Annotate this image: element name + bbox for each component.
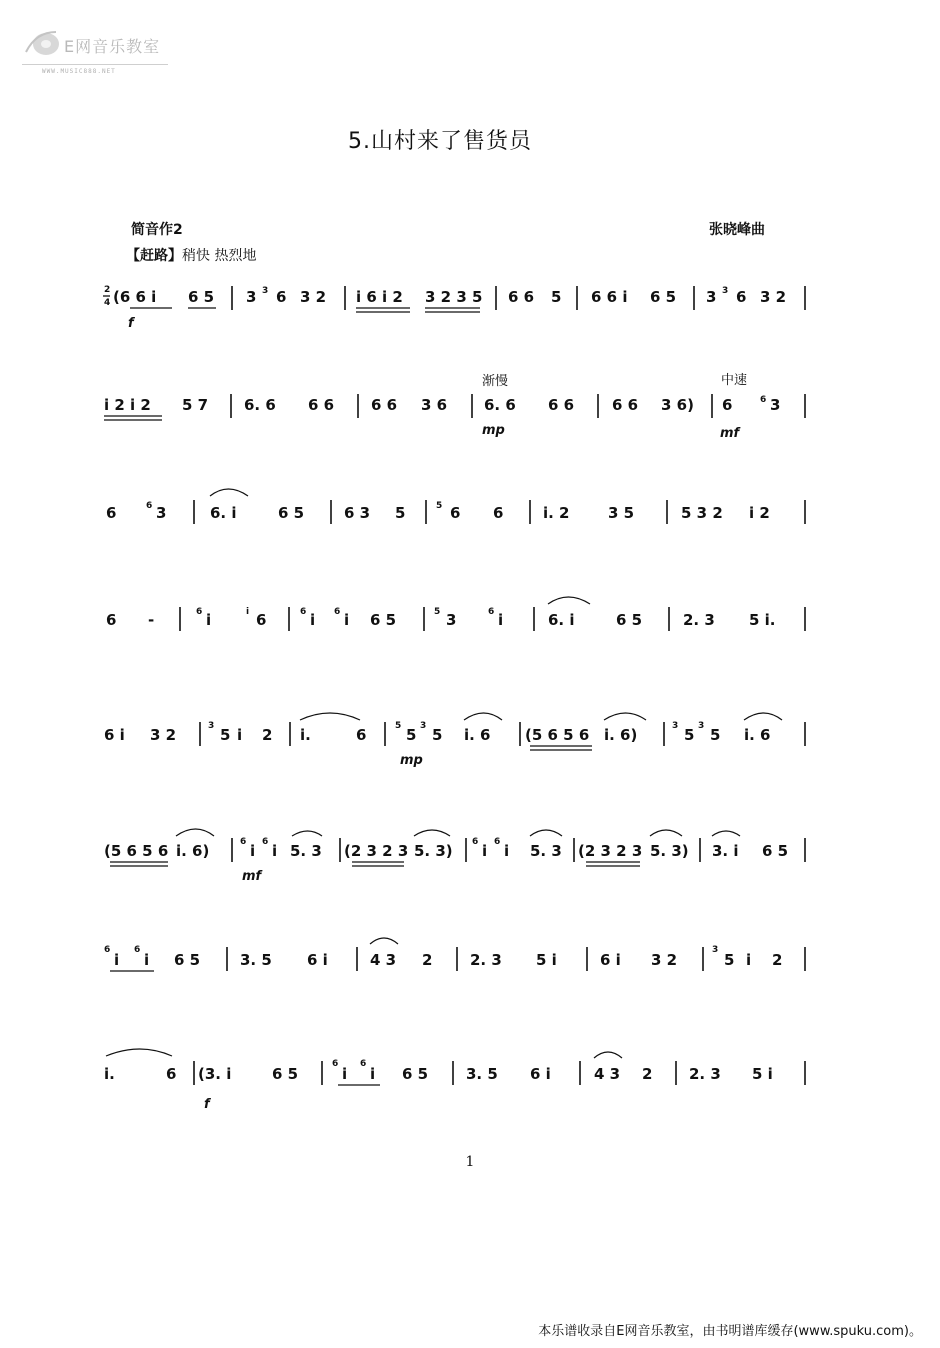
svg-text:3 2 3 5: 3 2 3 5 [425,288,483,306]
svg-text:f: f [204,1097,210,1112]
svg-text:i: i [246,607,250,617]
svg-text:3 2: 3 2 [150,726,177,744]
svg-text:2. 3: 2. 3 [470,951,502,969]
svg-text:5: 5 [436,501,443,511]
svg-text:6: 6 [276,288,287,306]
svg-text:5: 5 [434,607,441,617]
svg-text:6: 6 [106,504,117,522]
svg-text:6 6: 6 6 [371,396,398,414]
svg-text:3: 3 [156,504,167,522]
page-number: 1 [465,1154,475,1170]
svg-text:5: 5 [684,726,695,744]
svg-text:3: 3 [722,286,729,296]
tempo-section-label: 【赶路】 [126,248,182,264]
svg-text:i: i [310,611,316,629]
dynamic-mp: mp [482,423,505,438]
svg-text:i 2 i 2: i 2 i 2 [104,396,151,414]
svg-text:3: 3 [246,288,257,306]
svg-text:6: 6 [240,837,247,847]
svg-text:6 6: 6 6 [308,396,335,414]
svg-text:i. 2: i. 2 [543,504,570,522]
watermark-url: WWW.MUSIC888.NET [42,68,116,75]
svg-text:i: i [237,726,243,744]
svg-text:(5 6 5 6: (5 6 5 6 [104,842,169,860]
svg-text:6 5: 6 5 [278,504,305,522]
svg-text:3. 5: 3. 5 [466,1065,498,1083]
svg-text:(2 3 2 3: (2 3 2 3 [578,842,643,860]
svg-text:2: 2 [422,951,433,969]
svg-text:6 i: 6 i [307,951,328,969]
svg-text:5: 5 [395,504,406,522]
svg-text:-: - [148,611,155,629]
svg-text:6 6: 6 6 [508,288,535,306]
svg-text:i: i [370,1065,376,1083]
svg-text:6: 6 [106,611,117,629]
svg-text:5 3 2: 5 3 2 [681,504,723,522]
score-row-1 [103,285,805,331]
svg-text:2: 2 [772,951,783,969]
svg-text:6 5: 6 5 [174,951,201,969]
svg-text:3. i: 3. i [712,842,739,860]
svg-text:5: 5 [551,288,562,306]
svg-text:5. 3: 5. 3 [530,842,562,860]
svg-text:6 5: 6 5 [762,842,789,860]
svg-text:4 3: 4 3 [370,951,397,969]
svg-text:5 i.: 5 i. [749,611,776,629]
svg-text:6: 6 [166,1065,177,1083]
svg-text:2. 3: 2. 3 [683,611,715,629]
svg-text:5 i: 5 i [536,951,557,969]
tempo-text: 稍快 热烈地 [182,248,257,264]
svg-text:5: 5 [406,726,417,744]
svg-text:5: 5 [724,951,735,969]
svg-text:6 3: 6 3 [344,504,371,522]
svg-text:5. 3): 5. 3) [650,842,689,860]
svg-text:6. 6: 6. 6 [244,396,276,414]
score-row-8 [104,1049,805,1112]
svg-text:6 5: 6 5 [402,1065,429,1083]
svg-text:6 5: 6 5 [616,611,643,629]
svg-text:6: 6 [488,607,495,617]
svg-text:6 5: 6 5 [650,288,677,306]
svg-text:i 6 i 2: i 6 i 2 [356,288,403,306]
svg-text:i: i [144,951,150,969]
svg-text:i. 6): i. 6) [176,842,210,860]
svg-text:6 5: 6 5 [188,288,215,306]
svg-text:6: 6 [262,837,269,847]
footer-source-note: 本乐谱收录自E网音乐教室，由书明谱库缓存(www.spuku.com)。 [538,1324,922,1339]
arranger-label: 简音作2 [131,222,183,238]
svg-text:i: i [482,842,488,860]
svg-text:5 i: 5 i [752,1065,773,1083]
svg-text:i.: i. [300,726,311,744]
svg-text:2: 2 [642,1065,653,1083]
svg-text:i.: i. [104,1065,115,1083]
svg-text:6 6 i: 6 6 i [591,288,628,306]
svg-text:i: i [114,951,120,969]
watermark-site-name: E网音乐教室 [64,37,161,56]
svg-text:3: 3 [420,721,427,731]
svg-text:6. i: 6. i [210,504,237,522]
svg-text:3: 3 [446,611,457,629]
svg-text:3 2: 3 2 [300,288,327,306]
svg-text:5. 3: 5. 3 [290,842,322,860]
svg-text:6: 6 [760,395,767,405]
svg-text:i. 6: i. 6 [464,726,491,744]
svg-text:5: 5 [220,726,231,744]
svg-text:6: 6 [360,1059,367,1069]
svg-text:2. 3: 2. 3 [689,1065,721,1083]
dynamic-f: f [128,316,134,331]
svg-text:6 5: 6 5 [272,1065,299,1083]
svg-text:6 i: 6 i [600,951,621,969]
score-row-7 [104,938,805,971]
svg-text:3: 3 [712,945,719,955]
svg-text:6 6: 6 6 [548,396,575,414]
svg-text:6 5: 6 5 [370,611,397,629]
svg-text:i: i [344,611,350,629]
svg-text:6: 6 [722,396,733,414]
time-signature-top: 2 [104,285,111,295]
svg-text:i: i [746,951,752,969]
svg-text:3: 3 [208,721,215,731]
svg-text:i: i [498,611,504,629]
svg-text:6: 6 [256,611,267,629]
svg-text:6: 6 [334,607,341,617]
score-row-3 [106,489,805,524]
svg-text:i: i [504,842,510,860]
svg-text:i 2: i 2 [749,504,770,522]
svg-text:(6 6 i: (6 6 i [113,288,157,306]
svg-text:i: i [250,842,256,860]
svg-text:6: 6 [134,945,141,955]
svg-text:3: 3 [706,288,717,306]
svg-text:3: 3 [698,721,705,731]
svg-text:6: 6 [494,837,501,847]
svg-text:6: 6 [472,837,479,847]
svg-text:3: 3 [672,721,679,731]
svg-text:2: 2 [262,726,273,744]
svg-text:6 i: 6 i [104,726,125,744]
dynamic-mf: mf [720,426,740,441]
svg-text:6: 6 [300,607,307,617]
page-title: 5.山村来了售货员 [348,129,532,154]
score-row-4 [106,597,805,631]
svg-text:i: i [206,611,212,629]
svg-text:(3. i: (3. i [198,1065,232,1083]
svg-text:6: 6 [332,1059,339,1069]
svg-text:3 5: 3 5 [608,504,635,522]
svg-text:6. i: 6. i [548,611,575,629]
composer-label: 张晓峰曲 [709,222,765,238]
score-row-2 [104,372,805,441]
svg-text:mp: mp [400,753,423,768]
rit-marking: 渐慢 [482,374,509,389]
svg-text:6: 6 [450,504,461,522]
svg-text:5: 5 [710,726,721,744]
svg-text:6: 6 [356,726,367,744]
svg-text:6 6: 6 6 [612,396,639,414]
svg-text:6 i: 6 i [530,1065,551,1083]
svg-text:5. 3): 5. 3) [414,842,453,860]
svg-text:4 3: 4 3 [594,1065,621,1083]
svg-text:5 7: 5 7 [182,396,209,414]
score-row-6 [104,829,805,884]
svg-text:5: 5 [395,721,402,731]
svg-text:(2 3 2 3: (2 3 2 3 [344,842,409,860]
svg-text:6: 6 [736,288,747,306]
svg-text:6: 6 [146,501,153,511]
svg-text:(5 6 5 6: (5 6 5 6 [525,726,590,744]
score-row-5 [104,713,805,768]
moderato-marking: 中速 [721,373,748,388]
time-signature-bottom: 4 [104,298,111,308]
svg-text:6: 6 [493,504,504,522]
svg-text:6: 6 [104,945,111,955]
svg-text:i: i [342,1065,348,1083]
svg-text:6: 6 [196,607,203,617]
svg-text:mf: mf [242,869,262,884]
svg-text:3. 5: 3. 5 [240,951,272,969]
svg-text:3 6: 3 6 [421,396,448,414]
svg-text:3: 3 [262,286,269,296]
svg-text:i: i [272,842,278,860]
svg-text:3 6): 3 6) [661,396,694,414]
svg-text:3 2: 3 2 [760,288,787,306]
svg-text:3: 3 [770,396,781,414]
svg-text:i. 6: i. 6 [744,726,771,744]
svg-text:i. 6): i. 6) [604,726,638,744]
svg-text:5: 5 [432,726,443,744]
svg-text:3 2: 3 2 [651,951,678,969]
svg-text:6. 6: 6. 6 [484,396,516,414]
